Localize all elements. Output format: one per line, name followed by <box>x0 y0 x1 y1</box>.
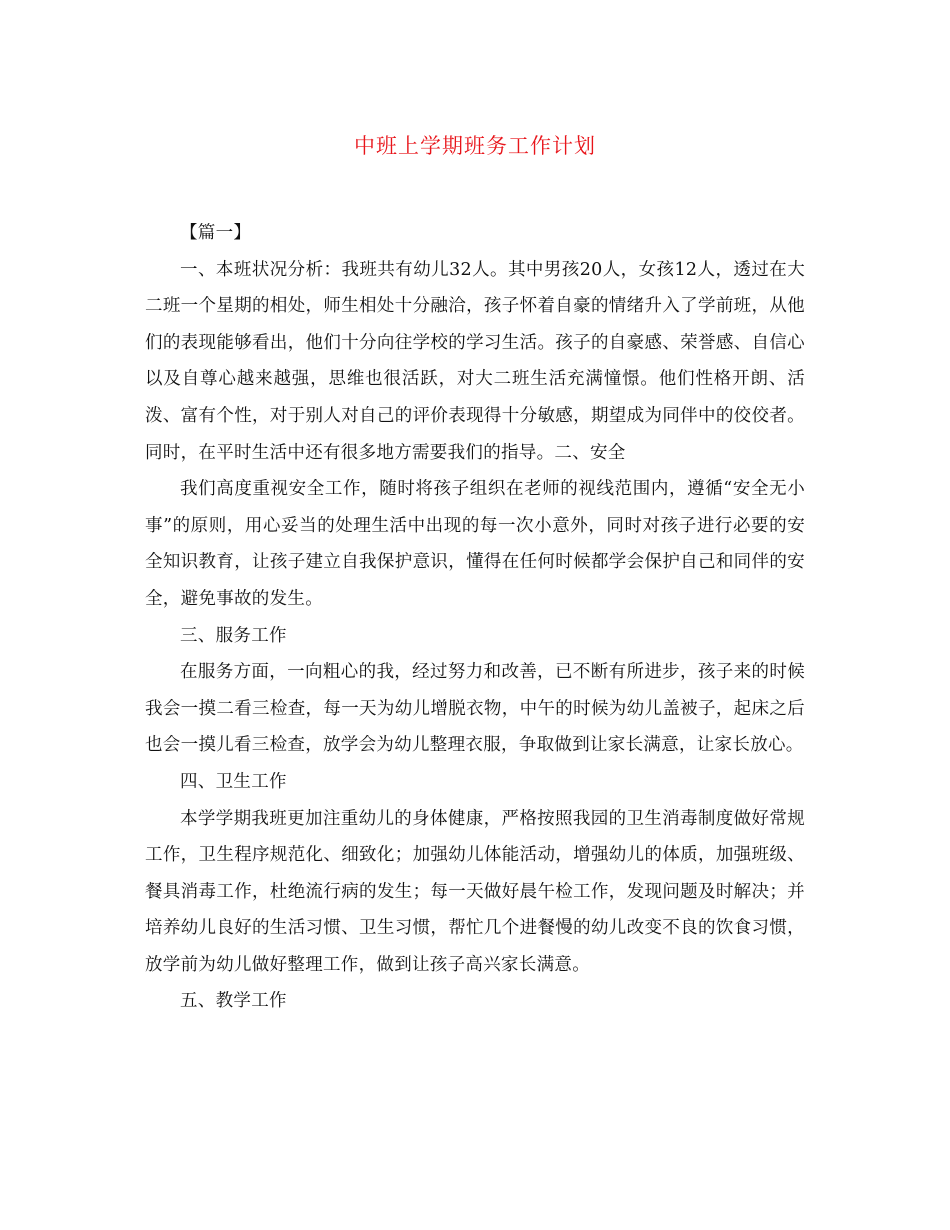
document-title: 中班上学期班务工作计划 <box>354 134 596 158</box>
section-heading-service: 三、服务工作 <box>180 625 287 646</box>
paragraph-service: 在服务方面，一向粗心的我，经过努力和改善，已不断有所进步，孩子来的时候我会一摸二看三检查，每一天为幼儿增脱衣物，中午的时候为幼儿盖被子，起床之后也会一摸儿看三检查，放学会为幼儿整理衣服，争取做到让家长满意，让家长放心。 <box>145 662 805 756</box>
section-heading-teaching: 五、教学工作 <box>180 991 287 1012</box>
paragraph-safety: 我们高度重视安全工作，随时将孩子组织在老师的视线范围内，遵循“安全无小事”的原则，用心妥当的处理生活中出现的每一次小意外，同时对孩子进行必要的安全知识教育，让孩子建立自我保护意识，懂得在任何时候都学会保护自己和同伴的安全，避免事故的发生。 <box>145 479 805 609</box>
document-body <box>145 215 805 1020</box>
section-heading-hygiene: 四、卫生工作 <box>180 771 287 792</box>
paragraph-hygiene: 本学学期我班更加注重幼儿的身体健康，严格按照我园的卫生消毒制度做好常规工作，卫生程序规范化、细致化；加强幼儿体能活动，增强幼儿的体质，加强班级、餐具消毒工作，杜绝流行病的发生；每一天做好晨午检工作，发现问题及时解决；并培养幼儿良好的生活习惯、卫生习惯，帮忙几个进餐慢的幼儿改变不良的饮食习惯，放学前为幼儿做好整理工作，做到让孩子高兴家长满意。 <box>145 808 805 975</box>
section-heading-part-one: 【篇一】 <box>180 223 252 243</box>
paragraph-class-analysis: 一、本班状况分析：我班共有幼儿32人。其中男孩20人，女孩12人，透过在大二班一个星期的相处，师生相处十分融洽，孩子怀着自豪的情绪升入了学前班，从他们的表现能够看出，他们十分向往学校的学习生活。孩子的自豪感、荣誉感、自信心以及自尊心越来越强，思维也很活跃，对大二班生活充满憧憬。他们性格开朗、活泼、富有个性，对于别人对自己的评价表现得十分敏感，期望成为同伴中的佼佼者。同时，在平时生活中还有很多地方需要我们的指导。二、安全 <box>145 259 805 463</box>
